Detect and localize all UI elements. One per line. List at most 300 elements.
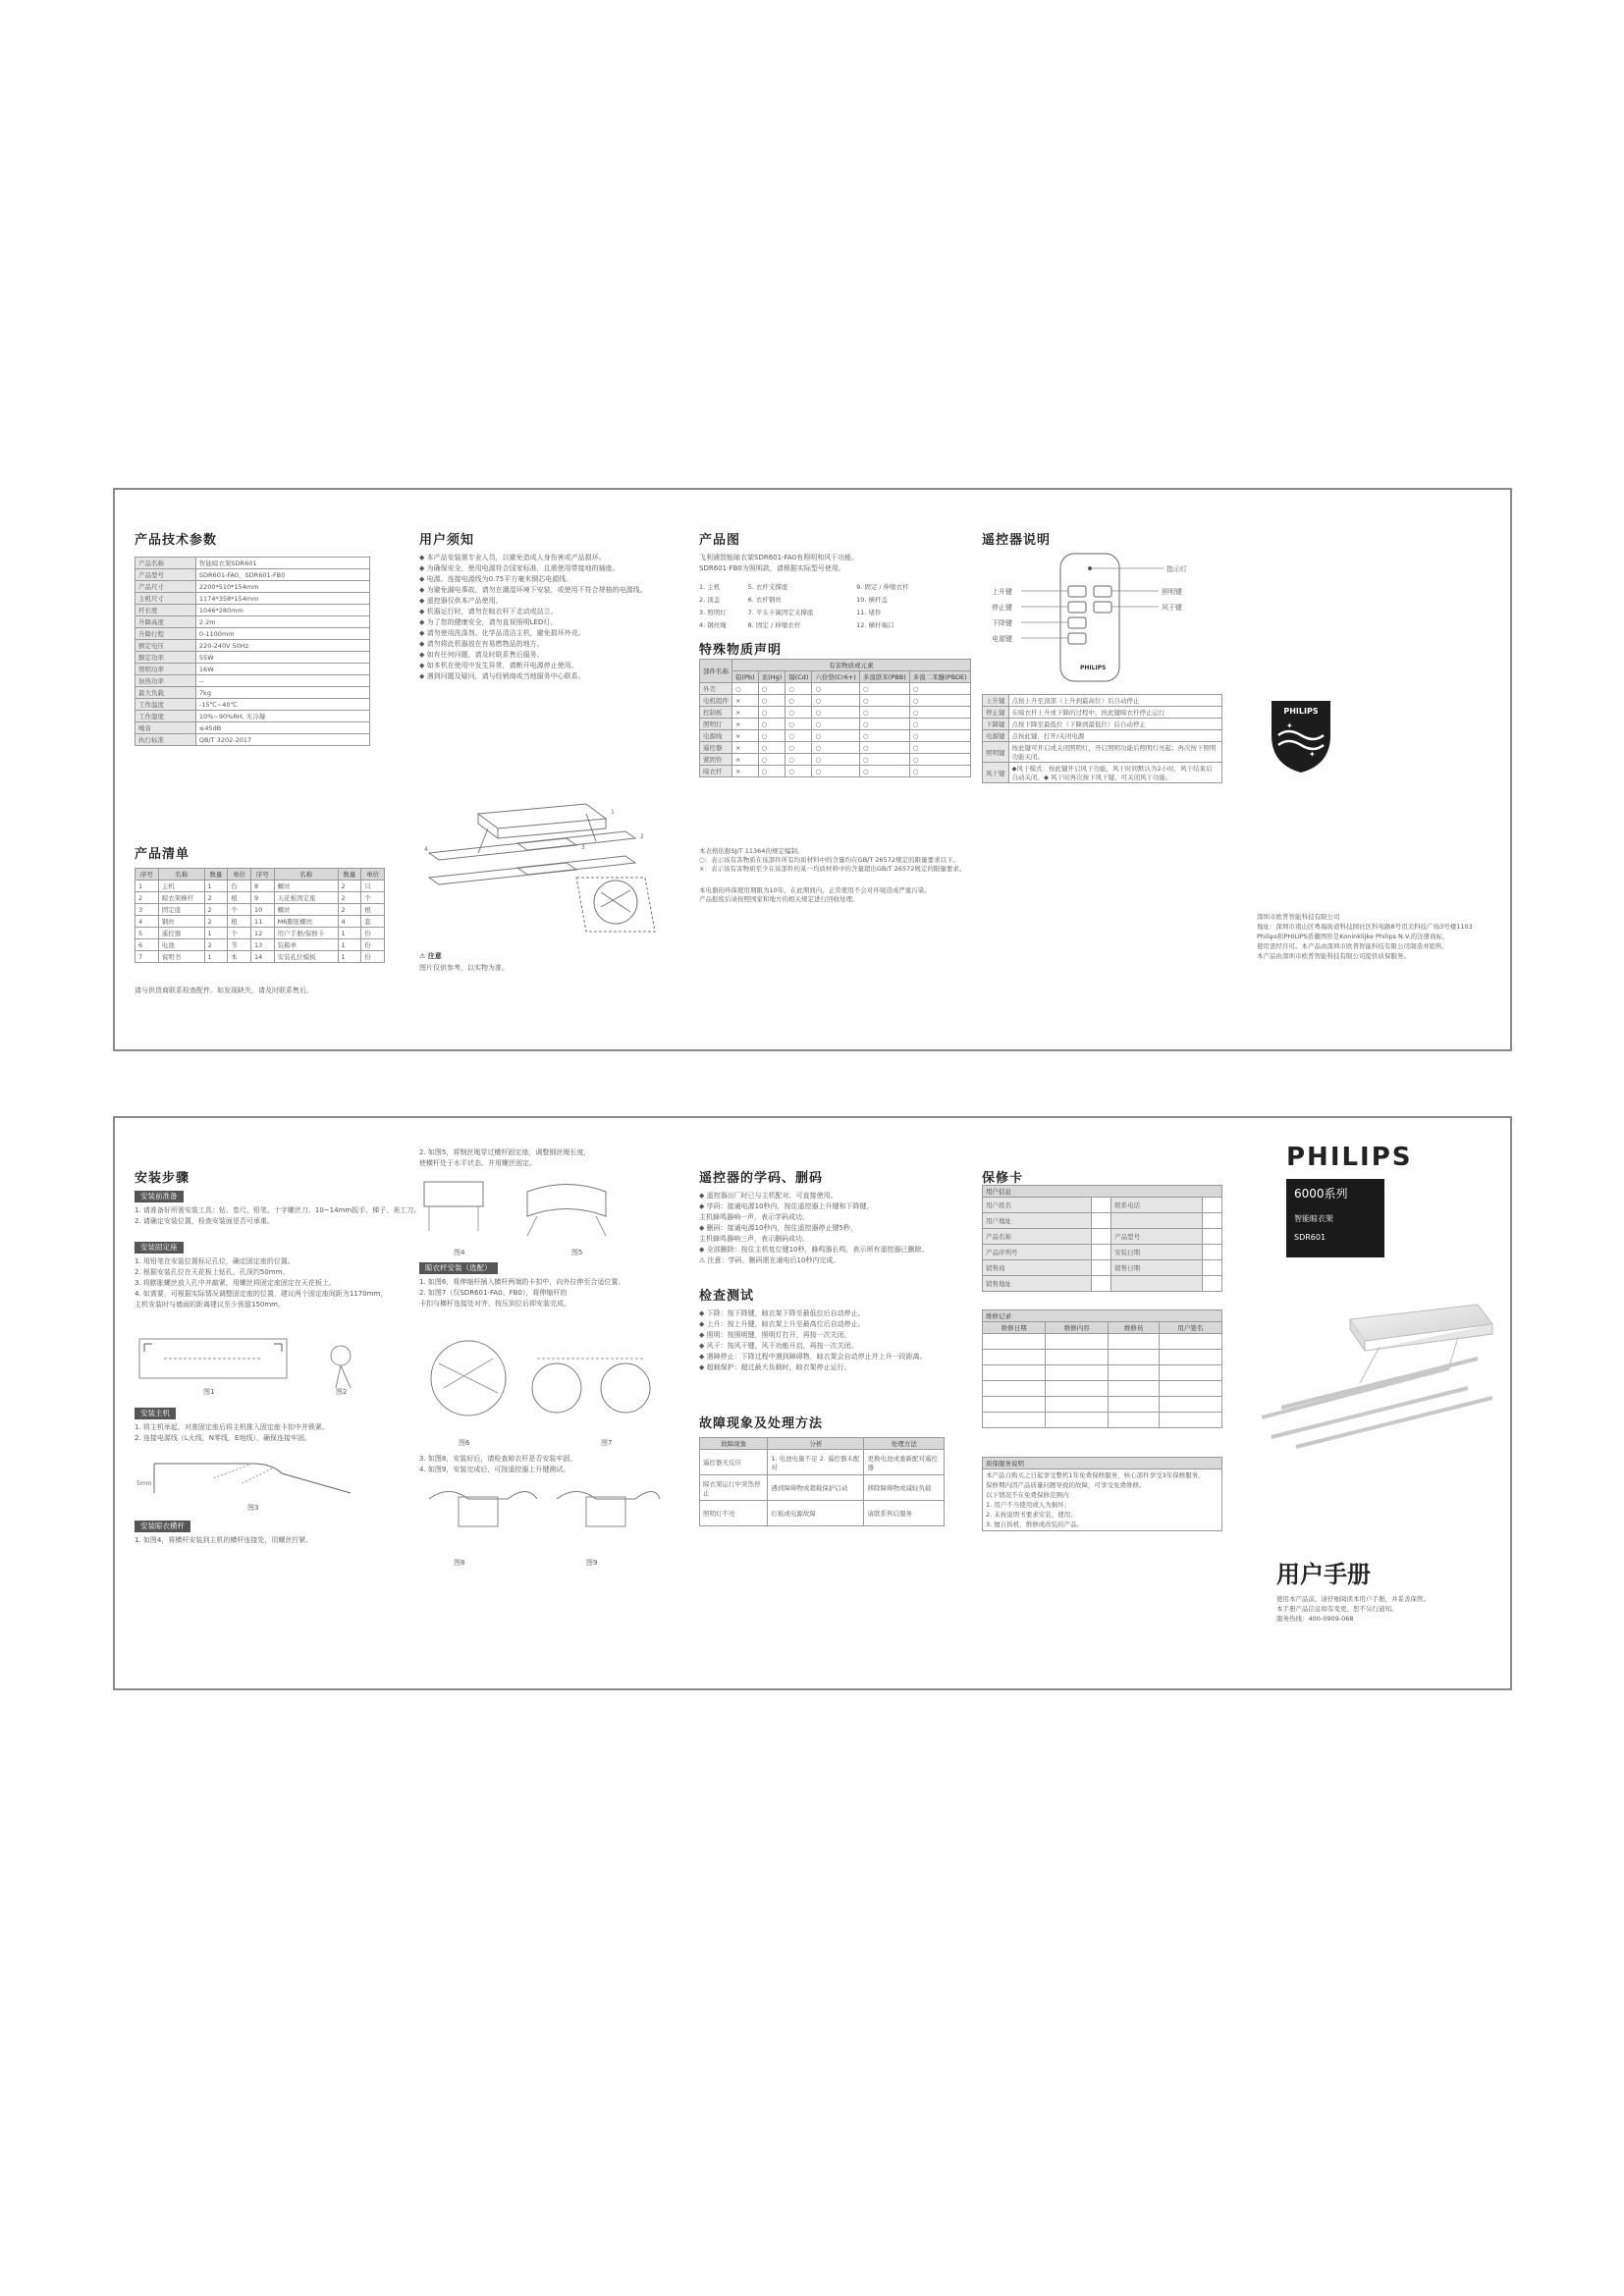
hazard-cell: ○	[859, 683, 909, 695]
warranty-user-cell	[1092, 1276, 1111, 1292]
product-intro-line: SDR601-FB0为照明款，请根据实际型号使用。	[699, 564, 845, 572]
hazard-cell: ○	[758, 754, 785, 766]
bom-cell: 遥控器	[158, 928, 204, 939]
trouble-header-cell: 处理方法	[864, 1438, 945, 1450]
svg-text:✦: ✦	[1286, 721, 1293, 730]
spec-value: 220-240V 50Hz	[195, 640, 369, 652]
warranty-term: 3. 擅自拆机、维修或改装的产品。	[986, 1521, 1084, 1528]
part-label: 1. 主机	[699, 583, 721, 591]
bom-cell: 2	[204, 904, 228, 916]
warranty-panel	[962, 1118, 1237, 1688]
manual-sheet-back	[113, 1116, 1512, 1690]
trouble-cell: 更换电池或重新配对遥控器	[864, 1450, 945, 1475]
bom-cell: 个	[361, 892, 385, 904]
hazard-cell: ○	[812, 719, 859, 730]
hazard-cell: ×	[732, 754, 759, 766]
bom-cell: 份	[361, 951, 385, 963]
hazard-cell: ○	[758, 683, 785, 695]
hazard-cell: ○	[859, 707, 909, 719]
hazard-cell: ○	[758, 730, 785, 742]
remote-key: 停止键	[983, 707, 1009, 719]
hazard-cell: ○	[859, 742, 909, 754]
warranty-record-row	[983, 1365, 1222, 1381]
install-step: 4. 如需要，可根据实际情况调整固定座的位置，建议两个固定座间距为1170mm，	[135, 1290, 388, 1298]
install-rod-bar: 安装晾衣横杆	[135, 1521, 190, 1532]
install-figure-3	[135, 1454, 390, 1503]
bom-title: 产品清单	[135, 847, 190, 862]
bom-cell: 1	[338, 939, 361, 951]
pairing-step: ◆ 遥控器出厂时已与主机配对，可直接使用。	[699, 1192, 838, 1200]
install-prep-list	[135, 1205, 421, 1227]
trouble-table	[699, 1437, 945, 1526]
hazard-cell: ×	[732, 766, 759, 777]
trouble-cell: 1. 电池电量不足 2. 遥控器未配对	[768, 1450, 864, 1475]
spec-value: 2.2m	[195, 616, 369, 628]
check-step: ◆ 超载保护：超过最大负载时，晾衣架停止运行。	[699, 1363, 851, 1371]
recycle-note: 本电器的环保使用期限为10年，在此期间内，正常使用不会对环境造成严重污染。	[699, 886, 931, 894]
hazard-cell: ○	[909, 719, 970, 730]
bom-cell: 1	[204, 951, 228, 963]
notice-list	[419, 553, 665, 682]
cover-product: 智能晾衣架	[1294, 1214, 1333, 1223]
bom-cell: M6膨胀螺丝	[274, 916, 338, 928]
warranty-section-row	[983, 1186, 1222, 1198]
manual-sheet-front	[113, 488, 1512, 1051]
warranty-record-cell	[983, 1350, 1046, 1365]
spec-key: 升降行程	[135, 628, 196, 640]
hazard-cell: ○	[812, 695, 859, 707]
warranty-record-header-cell: 用户签名	[1159, 1322, 1221, 1334]
pairing-step: ⚠ 注意：学码、删码需在通电后10秒内完成。	[699, 1256, 840, 1264]
parts-row	[699, 606, 945, 618]
bom-cell: 套	[361, 916, 385, 928]
cover-product-image	[1242, 1300, 1512, 1467]
trouble-header-cell: 分析	[768, 1438, 864, 1450]
bom-header-cell: 数量	[338, 869, 361, 881]
hazard-notes	[699, 847, 966, 874]
warranty-record-cell	[1159, 1350, 1221, 1365]
svg-text:2: 2	[640, 833, 644, 840]
warranty-record-cell	[1159, 1397, 1221, 1413]
bom-row	[135, 951, 385, 963]
warranty-user-cell	[1203, 1245, 1222, 1260]
recycle-note: 产品报废后请按照国家和地方的相关规定进行回收处理。	[699, 895, 859, 903]
notice-item: ◆ 遥控器仅供本产品使用。	[419, 597, 503, 605]
warranty-user-cell	[1203, 1260, 1222, 1276]
trouble-row	[700, 1450, 945, 1475]
warranty-section-header: 维修记录	[983, 1310, 1222, 1322]
warranty-record-row	[983, 1381, 1222, 1397]
bom-cell: 7	[135, 951, 159, 963]
warranty-record-cell	[1159, 1334, 1221, 1350]
spec-value: 1174*358*154mm	[195, 593, 369, 605]
assembly-figures-8-9	[419, 1479, 665, 1553]
hazard-header-cell: 汞(Hg)	[758, 671, 785, 683]
spec-key: 最大负载	[135, 687, 196, 699]
hazard-cell: ○	[758, 695, 785, 707]
bom-header-cell: 名称	[274, 869, 338, 881]
bom-cell: 台	[228, 881, 251, 892]
bom-cell: 说明书	[158, 951, 204, 963]
hazard-cell: ×	[732, 730, 759, 742]
part-label: 9. 固定 / 伸缩衣杆	[856, 583, 909, 591]
hazard-cell: ○	[812, 754, 859, 766]
warranty-user-cell: 用户姓名	[983, 1198, 1092, 1213]
warranty-record-row	[983, 1397, 1222, 1413]
spec-row	[135, 675, 370, 687]
assembly-steps-bottom	[419, 1454, 670, 1475]
warranty-record-cell	[1109, 1350, 1160, 1365]
warranty-terms-table	[982, 1457, 1222, 1531]
spec-table	[135, 557, 370, 746]
warranty-user-cell	[1092, 1198, 1111, 1213]
bom-cell: 1	[338, 928, 361, 939]
warranty-user-cell	[1092, 1229, 1111, 1245]
install-step: 1. 将主机举起，对准固定座后将主机推入固定座卡扣中并锁紧。	[135, 1423, 329, 1431]
bom-row	[135, 904, 385, 916]
warranty-record-row	[983, 1413, 1222, 1428]
bom-cell: 2	[204, 939, 228, 951]
warranty-record-cell	[1046, 1381, 1109, 1397]
warranty-user-cell	[1092, 1245, 1111, 1260]
remote-light-label: 照明键	[1162, 588, 1182, 596]
install-fix-bar: 安装固定座	[135, 1242, 184, 1254]
bom-cell: 份	[361, 928, 385, 939]
assembly-step: 4. 如图9，安装完成后，可按遥控器上升键测试。	[419, 1466, 570, 1473]
warranty-user-cell: 用户地址	[983, 1213, 1092, 1229]
warranty-record-cell	[983, 1381, 1046, 1397]
hazard-cell: ○	[785, 695, 812, 707]
spec-value: SDR601-FA0、SDR601-FB0	[195, 569, 369, 581]
warranty-user-cell	[1092, 1213, 1111, 1229]
warranty-term: 本产品自购买之日起享受整机1年免费保修服务，核心部件享受3年保修服务。	[986, 1471, 1205, 1479]
warranty-record-cell	[1046, 1350, 1109, 1365]
svg-text:✦: ✦	[1309, 750, 1316, 759]
bom-note: 请与供货商联系检查配件。如发现缺失，请及时联系售后。	[135, 987, 313, 994]
warranty-user-row	[983, 1229, 1222, 1245]
cover-foot-line: 服务热线：400-0909-068	[1276, 1615, 1354, 1623]
warranty-user-cell	[1092, 1260, 1111, 1276]
bom-cell: 用户手册/保修卡	[274, 928, 338, 939]
fig2-caption: 图2	[336, 1388, 348, 1396]
hazard-part-header: 部件名称	[700, 660, 732, 683]
remote-desc: 点按下降至最低位（下降到最低位）后自动停止	[1008, 719, 1222, 730]
part-label: 5. 衣杆支撑座	[747, 583, 788, 591]
trouble-row	[700, 1501, 945, 1526]
bom-header-row	[135, 869, 385, 881]
bom-row	[135, 881, 385, 892]
part-label: 2. 顶盖	[699, 596, 721, 604]
warranty-section-header: 用户信息	[983, 1186, 1222, 1198]
pairing-step: ◆ 学码：接通电源10秒内，按住遥控器上升键和下降键，	[699, 1202, 874, 1210]
parts-row	[699, 580, 945, 593]
warranty-record-row	[983, 1334, 1222, 1350]
assembly-step: 3. 如图8，安装好后，请检查晾衣杆是否安装牢固。	[419, 1455, 577, 1463]
check-step: ◆ 照明：按照明键，照明灯打开，再按一次关闭。	[699, 1331, 851, 1339]
check-title: 检查测试	[699, 1289, 755, 1304]
assembly-step: 2. 如图7（仅SDR601-FA0、FB0），将伸缩杆的	[419, 1289, 568, 1297]
bom-cell: 11	[250, 916, 274, 928]
bom-cell: 安装孔位模板	[274, 951, 338, 963]
hazard-cell: 照明灯	[700, 719, 732, 730]
remote-row	[983, 719, 1222, 730]
hazard-cell: 外壳	[700, 683, 732, 695]
philips-shield-icon	[1267, 696, 1335, 774]
assembly-figures-6-7	[419, 1319, 665, 1437]
hazard-cell: ×	[732, 695, 759, 707]
warranty-section-row	[983, 1310, 1222, 1322]
bom-cell: 电池	[158, 939, 204, 951]
hazard-cell: ○	[859, 754, 909, 766]
spec-key: 产品型号	[135, 569, 196, 581]
remote-desc: 点按上升至顶部（上升到最高位）后自动停止	[1008, 695, 1222, 707]
bom-cell: 1	[135, 881, 159, 892]
hazard-cell: ○	[859, 695, 909, 707]
bom-cell: 只	[361, 881, 385, 892]
remote-row	[983, 730, 1222, 742]
bom-cell: 6	[135, 939, 159, 951]
trouble-cell: 灯板或电源故障	[768, 1501, 864, 1526]
spec-value: 55W	[195, 652, 369, 664]
fig1-caption: 图1	[203, 1388, 215, 1396]
remote-power-label: 电源键	[992, 635, 1012, 643]
install-fix-list	[135, 1256, 388, 1310]
hazard-cell: ○	[909, 683, 970, 695]
spec-row	[135, 734, 370, 746]
check-step: ◆ 风干：按风干键，风干功能开启，再按一次关闭。	[699, 1342, 858, 1350]
hazard-cell: ○	[758, 742, 785, 754]
trouble-cell: 晾衣架运行中突然停止	[700, 1475, 768, 1501]
hazard-cell: ○	[785, 742, 812, 754]
notice-item: ◆ 遇到问题及疑问，请与经销商或当地服务中心联系。	[419, 672, 585, 680]
assembly-rod-bar: 晾衣杆安装（选配）	[419, 1262, 498, 1274]
bom-cell: 晾衣架横杆	[158, 892, 204, 904]
product-intro-line: 飞利浦智能晾衣架SDR601-FA0有照明和风干功能，	[699, 554, 859, 561]
bom-header-cell: 单位	[361, 869, 385, 881]
warranty-terms-row	[983, 1469, 1222, 1531]
svg-text:3: 3	[581, 844, 585, 851]
assembly-panel	[400, 1118, 679, 1688]
part-label: 11. 堵件	[856, 609, 882, 616]
assembly-steps-mid	[419, 1277, 670, 1309]
hazard-cell: ○	[909, 730, 970, 742]
remote-desc: 在晾衣杆上升或下降的过程中，按此键晾衣杆停止运行	[1008, 707, 1222, 719]
warranty-record-cell	[983, 1413, 1046, 1428]
trouble-header-row	[700, 1438, 945, 1450]
assembly-step: 1. 如图6，将伸缩杆插入横杆两端的卡扣中，向外拉伸至合适位置。	[419, 1278, 625, 1286]
assembly-steps-top	[419, 1148, 670, 1169]
warranty-user-cell	[1203, 1198, 1222, 1213]
part-label: 10. 横杆盖	[856, 596, 888, 604]
warranty-user-cell: 销售地址	[983, 1276, 1092, 1292]
bom-cell: 根	[228, 892, 251, 904]
bom-cell: 2	[204, 892, 228, 904]
bom-cell: 钢丝	[158, 916, 204, 928]
bom-cell: 9	[250, 892, 274, 904]
bom-cell: 4	[338, 916, 361, 928]
pairing-panel	[679, 1118, 962, 1688]
remote-key: 电源键	[983, 730, 1009, 742]
cover-manual-title: 用户手册	[1276, 1561, 1371, 1588]
fig4-caption: 图4	[454, 1249, 465, 1256]
hazard-cell: 遥控器	[700, 742, 732, 754]
install-step: 2. 根据安装孔位在天花板上钻孔，孔深约50mm。	[135, 1268, 290, 1276]
bom-cell: 螺丝	[274, 904, 338, 916]
spec-row	[135, 711, 370, 722]
spec-key: 噪音	[135, 722, 196, 734]
spec-key: 产品尺寸	[135, 581, 196, 593]
warranty-record-header-cell: 维修内容	[1046, 1322, 1109, 1334]
warranty-record-cell	[983, 1334, 1046, 1350]
bom-cell: 天花板固定座	[274, 892, 338, 904]
spec-title: 产品技术参数	[135, 533, 218, 548]
install-host-list	[135, 1422, 385, 1444]
part-label: 3. 照明灯	[699, 609, 727, 616]
warranty-record-cell	[1159, 1413, 1221, 1428]
hazard-header-row	[700, 671, 971, 683]
notice-item: ◆ 本产品安装需专业人员，以避免造成人身伤害或产品损坏。	[419, 554, 606, 561]
hazard-row	[700, 707, 971, 719]
bom-cell: 5	[135, 928, 159, 939]
cover-series-block	[1286, 1179, 1384, 1257]
hazard-cell: 晾衣杆	[700, 766, 732, 777]
install-figure-1	[135, 1334, 390, 1398]
notice-item: ◆ 如有任何问题，请及时联系售后服务。	[419, 651, 544, 659]
trouble-row	[700, 1475, 945, 1501]
hazard-cell: 电机组件	[700, 695, 732, 707]
spec-value: ≤45dB	[195, 722, 369, 734]
remote-key: 照明键	[983, 742, 1009, 763]
hazard-cell: ×	[732, 742, 759, 754]
install-step: 2. 请确定安装位置，检查安装面是否可承重。	[135, 1217, 274, 1225]
remote-title: 遥控器说明	[982, 533, 1052, 548]
spec-row	[135, 664, 370, 675]
bom-cell: 2	[204, 916, 228, 928]
spec-key: 额定电压	[135, 640, 196, 652]
hazard-cell: ○	[785, 707, 812, 719]
spec-value: 1046*280mm	[195, 605, 369, 616]
remote-key: 下降键	[983, 719, 1009, 730]
pairing-step: ◆ 全部删除：按住主机复位键10秒，蜂鸣器长鸣，表示所有遥控器已删除。	[699, 1246, 929, 1254]
hazard-cell: ○	[859, 766, 909, 777]
remote-indicator-label: 指示灯	[1166, 565, 1187, 573]
check-step: ◆ 下降：按下降键，晾衣架下降至最低位后自动停止。	[699, 1309, 865, 1317]
spec-value: 7kg	[195, 687, 369, 699]
hazard-cell: ○	[758, 766, 785, 777]
warranty-record-cell	[1109, 1397, 1160, 1413]
product-title: 产品图	[699, 533, 741, 548]
warranty-user-cell	[1111, 1276, 1203, 1292]
spec-value: 0-1100mm	[195, 628, 369, 640]
remote-brand: PHILIPS	[1080, 665, 1107, 671]
warranty-terms-cell	[983, 1469, 1222, 1531]
spec-row	[135, 581, 370, 593]
remote-panel	[962, 490, 1237, 1049]
remote-key: 上升键	[983, 695, 1009, 707]
warranty-user-cell: 产品名称	[983, 1229, 1092, 1245]
remote-up-label: 上升键	[992, 588, 1012, 596]
trouble-header-cell: 故障现象	[700, 1438, 768, 1450]
spec-key: 工作湿度	[135, 711, 196, 722]
part-label: 8. 固定 / 伸缩衣杆	[747, 621, 801, 629]
install-prep-bar: 安装前准备	[135, 1191, 184, 1202]
bom-cell: 个	[228, 904, 251, 916]
hazard-cell: ○	[859, 730, 909, 742]
bom-cell: 2	[135, 892, 159, 904]
hazard-row	[700, 754, 971, 766]
assembly-step: 2. 如图5，将钢丝绳穿过横杆固定座，调整钢丝绳长度，	[419, 1148, 591, 1156]
bom-header-cell: 名称	[158, 869, 204, 881]
trouble-cell: 照明灯不亮	[700, 1501, 768, 1526]
bom-cell: 根	[228, 916, 251, 928]
install-step: 1. 用铅笔在安装位置标记孔位，确定固定座的位置。	[135, 1257, 295, 1265]
warranty-record-header-cell: 维修员	[1109, 1322, 1160, 1334]
fig7-caption: 图7	[601, 1439, 613, 1447]
warranty-user-cell: 销售商	[983, 1260, 1092, 1276]
warranty-term: 1. 用户不当使用或人为损坏；	[986, 1501, 1071, 1509]
install-host-bar: 安装主机	[135, 1408, 176, 1419]
warranty-user-cell	[1203, 1229, 1222, 1245]
install-rod-list	[135, 1535, 385, 1546]
hazard-row	[700, 695, 971, 707]
hazard-cell: ×	[732, 719, 759, 730]
part-label: 6. 衣杆钢丝	[747, 596, 782, 604]
install-panel	[115, 1118, 421, 1688]
remote-row	[983, 695, 1222, 707]
notice-item: ◆ 电源、连接电源线为0.75平方毫米铜芯电源线。	[419, 575, 573, 583]
assembly-figures-4-5	[419, 1172, 665, 1246]
hazard-cell: ○	[812, 730, 859, 742]
bom-cell: 螺丝	[274, 881, 338, 892]
manufacturer-line: 本产品由深圳市欧普智能科技有限公司提供质保服务。	[1257, 952, 1410, 960]
warranty-user-row	[983, 1213, 1222, 1229]
bom-cell: 2	[338, 881, 361, 892]
spec-key: 工作温度	[135, 699, 196, 711]
manufacturer-line: Philips和PHILIPS盾徽图形是Koninklijke Philips N.V.的注册商标，	[1257, 933, 1449, 940]
spec-row	[135, 616, 370, 628]
warranty-section-header: 质保服务说明	[983, 1458, 1222, 1469]
notice-item: ◆ 为避免漏电事故，请勿在潮湿环境下安装，或使用不符合规格的电源线。	[419, 586, 647, 594]
hazard-row	[700, 742, 971, 754]
notice-item: ◆ 如本机在使用中发生异常，请断开电源停止使用。	[419, 662, 578, 669]
warranty-record-row	[983, 1350, 1222, 1365]
spec-value: --	[195, 675, 369, 687]
notice-item: ◆ 为确保安全，使用电源符合国家标准，且需使用带接地的插座。	[419, 564, 620, 572]
bom-table	[135, 868, 385, 963]
bom-cell: 1	[204, 881, 228, 892]
bom-cell: 主机	[158, 881, 204, 892]
cover-foot-line: 使用本产品前，请仔细阅读本用户手册，并妥善保管。	[1276, 1595, 1430, 1603]
fig9-caption: 图9	[586, 1559, 598, 1567]
caution-icon: ⚠	[419, 952, 428, 960]
assembly-step: 卡扣与横杆连接处对齐，按压到位后即安装完成。	[419, 1300, 570, 1308]
caution-title: ⚠ 注意	[419, 952, 442, 960]
install-step: 2. 连接电源线（L火线，N零线，E地线），确保连接牢固。	[135, 1434, 311, 1442]
hazard-note: ×：表示该有害物质至少在该部件的某一均质材料中的含量超出GB/T 26572规定的限量要求。	[699, 865, 966, 873]
svg-text:5mm: 5mm	[136, 1480, 152, 1487]
hazard-cell: ○	[785, 766, 812, 777]
warranty-title: 保修卡	[982, 1171, 1024, 1186]
bom-cell: 14	[250, 951, 274, 963]
bom-cell: 固定座	[158, 904, 204, 916]
notice-item: ◆ 为了您的健康安全，请勿直视照明LED灯。	[419, 618, 558, 626]
bom-header-cell: 单位	[228, 869, 251, 881]
trouble-cell: 遇到障碍物或超载保护启动	[768, 1475, 864, 1501]
hazard-cell: ○	[758, 707, 785, 719]
hazard-cell: ○	[859, 719, 909, 730]
spec-key: 产品名称	[135, 558, 196, 569]
hazard-header-cell: 多溴联苯(PBB)	[859, 671, 909, 683]
